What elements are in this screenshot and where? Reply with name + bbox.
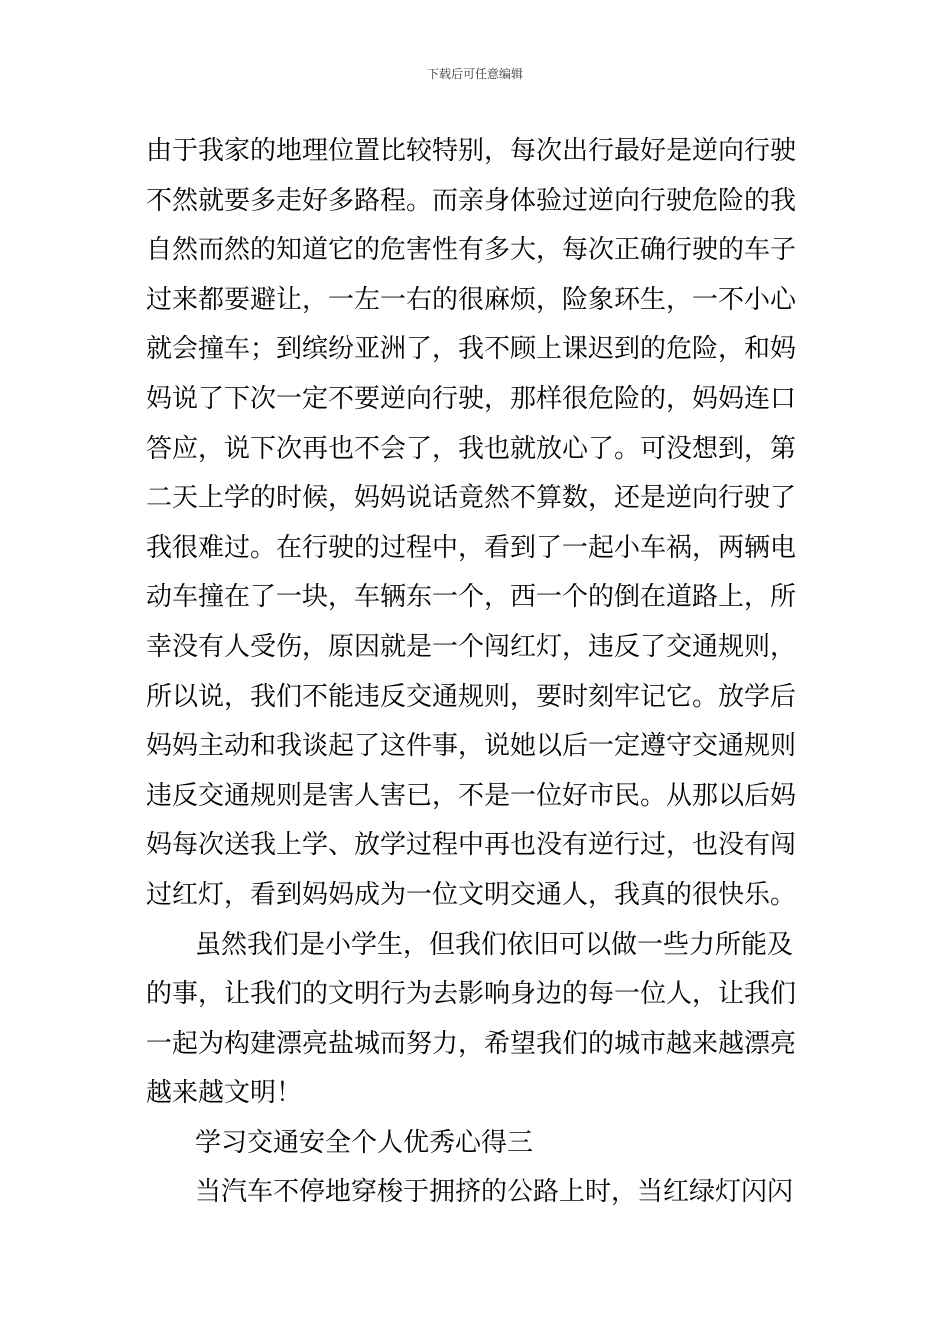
document-body xyxy=(146,127,826,1218)
paragraph-start-line: 当汽车不停地穿梭于拥挤的公路上时，当红绿灯闪闪 xyxy=(195,1177,794,1208)
text-line: 我很难过。在行驶的过程中，看到了一起小车祸，两辆电 xyxy=(146,532,797,563)
text-line: 幸没有人受伤，原因就是一个闯红灯，违反了交通规则， xyxy=(146,631,797,662)
text-line: 妈说了下次一定不要逆向行驶，那样很危险的，妈妈连口 xyxy=(146,383,797,414)
text-line: 过红灯，看到妈妈成为一位文明交通人，我真的很快乐。 xyxy=(146,879,797,910)
paragraph-start-line: 虽然我们是小学生，但我们依旧可以做一些力所能及 xyxy=(195,929,794,960)
text-line: 一起为构建漂亮盐城而努力，希望我们的城市越来越漂亮 xyxy=(146,1028,797,1059)
page-header: 下载后可任意编辑 xyxy=(426,67,523,81)
text-line: 自然而然的知道它的危害性有多大，每次正确行驶的车子 xyxy=(146,235,797,266)
section-heading: 学习交通安全个人优秀心得三 xyxy=(195,1127,534,1158)
text-line: 违反交通规则是害人害已，不是一位好市民。从那以后妈 xyxy=(146,780,797,811)
text-line: 由于我家的地理位置比较特别，每次出行最好是逆向行驶 xyxy=(146,136,797,166)
text-line: 的事，让我们的文明行为去影响身边的每一位人，让我们 xyxy=(146,979,797,1010)
text-line: 越来越文明！ xyxy=(146,1078,303,1109)
text-line: 所以说，我们不能违反交通规则，要时刻牢记它。放学后 xyxy=(146,681,797,712)
text-line: 过来都要避让，一左一右的很麻烦，险象环生，一不小心 xyxy=(146,284,797,315)
text-line: 就会撞车；到缤纷亚洲了，我不顾上课迟到的危险，和妈 xyxy=(146,334,797,365)
text-line: 妈每次送我上学、放学过程中再也没有逆行过，也没有闯 xyxy=(146,830,797,861)
text-line: 动车撞在了一块，车辆东一个，西一个的倒在道路上，所 xyxy=(146,582,797,613)
text-line: 答应，说下次再也不会了，我也就放心了。可没想到，第 xyxy=(146,433,797,464)
text-line: 不然就要多走好多路程。而亲身体验过逆向行驶危险的我 xyxy=(146,185,797,216)
text-line: 妈妈主动和我谈起了这件事，说她以后一定遵守交通规则 xyxy=(146,731,797,762)
text-line: 二天上学的时候，妈妈说话竟然不算数，还是逆向行驶了 xyxy=(146,483,797,514)
